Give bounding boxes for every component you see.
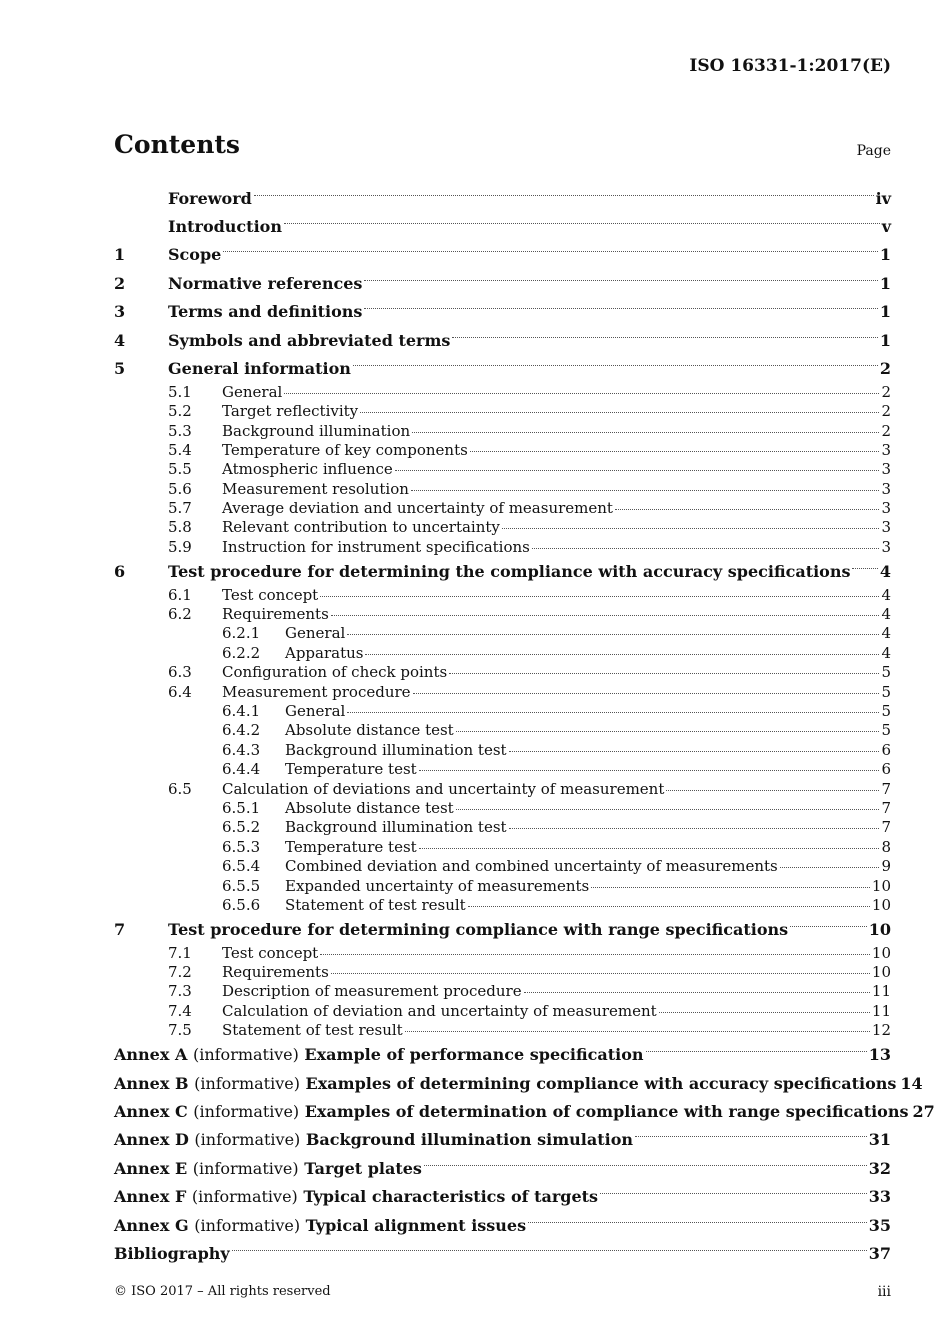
- toc-entry[interactable]: [114, 383, 891, 402]
- dot-leader: [360, 412, 879, 413]
- toc-entry-title: Combined deviation and combined uncertainty of measurements: [285, 857, 778, 876]
- toc-entry-page: 5: [881, 682, 891, 701]
- toc-entry-number: 6.1: [168, 585, 192, 604]
- toc-entry-number: 2: [114, 273, 126, 293]
- toc-entry[interactable]: [114, 354, 891, 382]
- toc-entry[interactable]: [114, 499, 891, 518]
- toc-entry[interactable]: [114, 721, 891, 740]
- toc-entry-page: 10: [871, 963, 891, 982]
- toc-entry[interactable]: [114, 538, 891, 557]
- toc-entry[interactable]: [114, 422, 891, 441]
- toc-entry-page: 2: [881, 421, 891, 440]
- toc-entry[interactable]: [114, 1002, 891, 1021]
- toc-entry-number: 6.2.1: [222, 624, 261, 643]
- toc-entry-number: 6.2: [168, 605, 192, 624]
- toc-entry-page: 1: [879, 273, 891, 293]
- toc-entry-title: Temperature of key components: [222, 440, 468, 459]
- annex-title: [114, 1216, 526, 1235]
- toc-entry-title: Background illumination test: [285, 818, 507, 837]
- annex-title: [114, 1102, 908, 1121]
- toc-entry-page: 2: [879, 359, 891, 379]
- dot-leader: [509, 828, 880, 829]
- toc-entry-title: Target reflectivity: [222, 402, 359, 421]
- toc-entry-page: 1: [879, 330, 891, 350]
- annex-label: Annex B: [114, 1073, 189, 1093]
- toc-entry-number: 6.5.2: [222, 818, 261, 837]
- toc-entry-title: Symbols and abbreviated terms: [168, 330, 451, 350]
- annex-type: (informative): [194, 1073, 300, 1093]
- toc-entry-title: Instruction for instrument specifications: [222, 537, 530, 556]
- toc-entry-page: 3: [881, 460, 891, 479]
- toc-entry[interactable]: [114, 799, 891, 818]
- toc-entry[interactable]: [114, 480, 891, 499]
- toc-entry-number: 6.5.6: [222, 895, 261, 914]
- dot-leader: [364, 308, 877, 309]
- toc-entry-page: 3: [881, 440, 891, 459]
- toc-entry-page: 7: [881, 818, 891, 837]
- toc-entry-title: Configuration of check points: [222, 663, 448, 682]
- copyright-notice: © ISO 2017 – All rights reserved: [114, 1284, 331, 1299]
- dot-leader: [364, 280, 877, 281]
- toc-entry[interactable]: [114, 212, 891, 240]
- toc-entry-number: 6.5.3: [222, 837, 261, 856]
- toc-entry[interactable]: [114, 557, 891, 585]
- toc-entry-number: 5.4: [168, 440, 192, 459]
- toc-entry-page: 6: [881, 740, 891, 759]
- toc-entry[interactable]: [114, 586, 891, 605]
- toc-entry-title: Atmospheric influence: [222, 460, 393, 479]
- toc-entry-page: 37: [868, 1244, 891, 1264]
- toc-entry-title: Test concept: [222, 943, 319, 962]
- toc-entry-title: General information: [168, 359, 351, 379]
- annex-title: [114, 1187, 598, 1206]
- toc-entry-title: General: [222, 382, 283, 401]
- annex-title: [114, 1159, 422, 1178]
- annex-name: Typical characteristics of targets: [303, 1187, 599, 1207]
- toc-entry-page: v: [881, 217, 891, 237]
- toc-entry-number: 7.2: [168, 963, 192, 982]
- toc-entry-page: 11: [871, 982, 891, 1001]
- toc-entry-page: 7: [881, 798, 891, 817]
- toc-entry-title: Test concept: [222, 585, 319, 604]
- toc-entry[interactable]: [114, 184, 891, 212]
- toc-entry-page: 4: [881, 624, 891, 643]
- toc-entry-page: 1: [879, 302, 891, 322]
- toc-entry-page: 31: [868, 1130, 891, 1150]
- annex-type: (informative): [193, 1102, 300, 1122]
- dot-leader: [365, 654, 879, 655]
- toc-annex-entry[interactable]: [114, 1211, 891, 1239]
- toc-entry[interactable]: [114, 663, 891, 682]
- toc-entry[interactable]: [114, 326, 891, 354]
- toc-entry-page: 11: [871, 1001, 891, 1020]
- dot-leader: [790, 926, 867, 927]
- toc-entry-title: Statement of test result: [285, 895, 466, 914]
- annex-name: Background illumination simulation: [305, 1130, 633, 1150]
- toc-annex-entry[interactable]: [114, 1069, 923, 1097]
- toc-entry-page: 5: [881, 721, 891, 740]
- dot-leader: [509, 751, 880, 752]
- document-identifier: ISO 16331-1:2017(E): [689, 56, 891, 76]
- toc-entry[interactable]: [114, 944, 891, 963]
- toc-entry-title: Measurement resolution: [222, 479, 409, 498]
- toc-entry-title: Normative references: [168, 273, 363, 293]
- toc-entry-page: iv: [875, 188, 891, 208]
- toc-entry-number: 6.2.2: [222, 643, 261, 662]
- toc-entry-title: Scope: [168, 245, 222, 265]
- dot-leader: [852, 568, 877, 569]
- annex-label: Annex D: [114, 1130, 189, 1150]
- toc-entry-title: Test procedure for determining compliance with range specifications: [168, 919, 789, 939]
- toc-entry-page: 2: [881, 402, 891, 421]
- dot-leader: [666, 790, 879, 791]
- toc-entry-page: 3: [881, 537, 891, 556]
- toc-entry-number: 7: [114, 919, 126, 939]
- dot-leader: [780, 867, 880, 868]
- toc-entry-title: Description of measurement procedure: [222, 982, 522, 1001]
- toc-entry-page: 3: [881, 499, 891, 518]
- toc-entry-title: Foreword: [168, 188, 252, 208]
- dot-leader: [532, 548, 880, 549]
- toc-entry-page: 10: [871, 876, 891, 895]
- toc-entry-number: 5.5: [168, 460, 192, 479]
- bibliography-title: Bibliography: [114, 1244, 230, 1264]
- toc-entry-number: 3: [114, 302, 126, 322]
- toc-bibliography-entry[interactable]: [114, 1239, 891, 1267]
- dot-leader: [331, 615, 880, 616]
- dot-leader: [347, 712, 879, 713]
- dot-leader: [284, 223, 880, 224]
- toc-entry[interactable]: [114, 915, 891, 943]
- toc-entry-page: 5: [881, 663, 891, 682]
- toc-entry-number: 4: [114, 330, 126, 350]
- page-title: Contents: [114, 130, 241, 159]
- toc-entry-number: 6: [114, 561, 126, 581]
- dot-leader: [615, 509, 880, 510]
- dot-leader: [528, 1222, 867, 1223]
- toc-entry-number: 7.4: [168, 1001, 192, 1020]
- toc-entry[interactable]: [114, 780, 891, 799]
- toc-entry[interactable]: [114, 702, 891, 721]
- toc-annex-entry[interactable]: [114, 1126, 891, 1154]
- toc-entry[interactable]: [114, 298, 891, 326]
- toc-entry-page: 4: [879, 561, 891, 581]
- annex-name: Examples of determining compliance with accuracy specifications: [305, 1073, 897, 1093]
- toc-entry-page: 32: [868, 1158, 891, 1178]
- toc-entry-page: 8: [881, 837, 891, 856]
- dot-leader: [456, 731, 880, 732]
- toc-entry-page: 27: [912, 1102, 935, 1122]
- toc-entry-title: Apparatus: [285, 643, 364, 662]
- toc-entry[interactable]: [114, 963, 891, 982]
- annex-name: Target plates: [304, 1158, 422, 1178]
- dot-leader: [524, 992, 870, 993]
- dot-leader: [353, 365, 878, 366]
- toc-entry-page: 10: [871, 943, 891, 962]
- toc-entry[interactable]: [114, 644, 891, 663]
- annex-name: Typical alignment issues: [305, 1215, 527, 1235]
- toc-entry-page: 10: [868, 919, 891, 939]
- toc-entry-page: 3: [881, 479, 891, 498]
- dot-leader: [395, 470, 880, 471]
- toc-entry-number: 6.3: [168, 663, 192, 682]
- dot-leader: [659, 1012, 870, 1013]
- dot-leader: [411, 490, 880, 491]
- toc-annex-entry[interactable]: [114, 1097, 935, 1125]
- toc-entry-page: 5: [881, 701, 891, 720]
- toc-entry-page: 1: [879, 245, 891, 265]
- dot-leader: [419, 848, 880, 849]
- toc-entry-title: Background illumination: [222, 421, 411, 440]
- toc-entry-number: 5.7: [168, 499, 192, 518]
- toc-entry-number: 7.3: [168, 982, 192, 1001]
- toc-entry-number: 5.1: [168, 382, 192, 401]
- toc-entry[interactable]: [114, 838, 891, 857]
- toc-entry-number: 5.9: [168, 537, 192, 556]
- dot-leader: [413, 693, 880, 694]
- toc-entry-page: 4: [881, 605, 891, 624]
- toc-entry[interactable]: [114, 896, 891, 915]
- dot-leader: [405, 1031, 870, 1032]
- toc-entry-number: 5.6: [168, 479, 192, 498]
- toc-entry-page: 33: [868, 1187, 891, 1207]
- annex-label: Annex F: [114, 1187, 187, 1207]
- toc-entry[interactable]: [114, 460, 891, 479]
- toc-entry-page: 4: [881, 585, 891, 604]
- toc-entry[interactable]: [114, 402, 891, 421]
- annex-type: (informative): [192, 1045, 299, 1065]
- dot-leader: [254, 195, 874, 196]
- annex-title: [114, 1045, 644, 1064]
- toc-entry-title: Temperature test: [285, 837, 417, 856]
- toc-entry-number: 6.5.1: [222, 798, 261, 817]
- annex-name: Examples of determination of compliance with range specifications: [304, 1102, 909, 1122]
- annex-type: (informative): [192, 1158, 299, 1178]
- toc-entry[interactable]: [114, 241, 891, 269]
- toc-entry[interactable]: [114, 760, 891, 779]
- annex-title: [114, 1130, 633, 1149]
- dot-leader: [468, 906, 870, 907]
- toc-entry-title: Calculation of deviations and uncertainty of measurement: [222, 779, 665, 798]
- dot-leader: [449, 673, 879, 674]
- toc-entry-title: Requirements: [222, 963, 329, 982]
- annex-type: (informative): [194, 1130, 301, 1150]
- annex-label: Annex G: [114, 1215, 189, 1235]
- dot-leader: [284, 393, 879, 394]
- toc-entry-number: 5.8: [168, 518, 192, 537]
- toc-entry[interactable]: [114, 518, 891, 537]
- annex-type: (informative): [194, 1215, 301, 1235]
- dot-leader: [646, 1051, 867, 1052]
- toc-entry-number: 1: [114, 245, 126, 265]
- dot-leader: [424, 1165, 867, 1166]
- toc-entry-number: 6.5.5: [222, 876, 261, 895]
- dot-leader: [470, 451, 880, 452]
- toc-entry-page: 35: [868, 1215, 891, 1235]
- toc-entry[interactable]: [114, 605, 891, 624]
- dot-leader: [320, 954, 870, 955]
- toc-entry[interactable]: [114, 741, 891, 760]
- toc-entry-title: Introduction: [168, 217, 282, 237]
- toc-entry[interactable]: [114, 269, 891, 297]
- toc-entry-title: Absolute distance test: [285, 721, 454, 740]
- toc-entry-title: General: [285, 701, 346, 720]
- toc-entry-number: 5.3: [168, 421, 192, 440]
- toc-annex-entry[interactable]: [114, 1154, 891, 1182]
- toc-entry-number: 5: [114, 359, 126, 379]
- toc-entry[interactable]: [114, 624, 891, 643]
- toc-entry-title: Requirements: [222, 605, 329, 624]
- toc-entry[interactable]: [114, 1021, 891, 1040]
- toc-entry-page: 14: [900, 1073, 923, 1093]
- toc-entry-title: Measurement procedure: [222, 682, 411, 701]
- toc-entry-title: General: [285, 624, 346, 643]
- toc-entry[interactable]: [114, 982, 891, 1001]
- dot-leader: [600, 1193, 867, 1194]
- toc-annex-entry[interactable]: [114, 1041, 891, 1069]
- dot-leader: [419, 770, 880, 771]
- annex-name: Example of performance specification: [304, 1045, 644, 1065]
- toc-entry-number: 6.4.4: [222, 760, 261, 779]
- toc-entry-number: 5.2: [168, 402, 192, 421]
- toc-entry[interactable]: [114, 818, 891, 837]
- dot-leader: [331, 973, 870, 974]
- toc-entry-number: 6.5: [168, 779, 192, 798]
- dot-leader: [232, 1250, 867, 1251]
- toc-entry-title: Absolute distance test: [285, 798, 454, 817]
- dot-leader: [456, 809, 880, 810]
- toc-entry-title: Temperature test: [285, 760, 417, 779]
- toc-entry-number: 6.4.3: [222, 740, 261, 759]
- dot-leader: [347, 634, 879, 635]
- toc-entry-number: 6.5.4: [222, 857, 261, 876]
- table-of-contents: [114, 184, 935, 1268]
- toc-entry-title: Test procedure for determining the compliance with accuracy specifications: [168, 561, 851, 581]
- toc-entry-title: Expanded uncertainty of measurements: [285, 876, 590, 895]
- annex-label: Annex C: [114, 1102, 188, 1122]
- toc-entry-title: Relevant contribution to uncertainty: [222, 518, 500, 537]
- toc-entry-title: Calculation of deviation and uncertainty of measurement: [222, 1001, 657, 1020]
- annex-label: Annex E: [114, 1158, 188, 1178]
- toc-entry-page: 10: [871, 895, 891, 914]
- toc-entry-page: 12: [871, 1021, 891, 1040]
- toc-entry-page: 3: [881, 518, 891, 537]
- toc-entry-page: 13: [868, 1045, 891, 1065]
- page-column-label: Page: [856, 143, 891, 159]
- toc-entry-page: 9: [881, 857, 891, 876]
- toc-entry-title: Statement of test result: [222, 1021, 403, 1040]
- toc-entry-title: Average deviation and uncertainty of measurement: [222, 499, 613, 518]
- page-number: iii: [877, 1284, 891, 1300]
- toc-entry-page: 2: [881, 382, 891, 401]
- dot-leader: [223, 251, 878, 252]
- annex-type: (informative): [191, 1187, 298, 1207]
- toc-entry[interactable]: [114, 877, 891, 896]
- toc-entry-number: 6.4: [168, 682, 192, 701]
- annex-label: Annex A: [114, 1045, 188, 1065]
- toc-entry-title: Terms and definitions: [168, 302, 363, 322]
- annex-title: [114, 1074, 896, 1093]
- toc-entry-number: 7.5: [168, 1021, 192, 1040]
- toc-entry-page: 4: [881, 643, 891, 662]
- dot-leader: [412, 432, 879, 433]
- toc-entry-number: 6.4.2: [222, 721, 261, 740]
- toc-entry[interactable]: [114, 857, 891, 876]
- dot-leader: [452, 337, 877, 338]
- toc-entry[interactable]: [114, 441, 891, 460]
- contents-header: [114, 130, 891, 166]
- dot-leader: [320, 596, 879, 597]
- toc-entry[interactable]: [114, 683, 891, 702]
- toc-annex-entry[interactable]: [114, 1183, 891, 1211]
- dot-leader: [502, 528, 880, 529]
- dot-leader: [591, 887, 870, 888]
- toc-entry-title: Background illumination test: [285, 740, 507, 759]
- toc-entry-page: 7: [881, 779, 891, 798]
- toc-entry-number: 7.1: [168, 943, 192, 962]
- dot-leader: [635, 1136, 867, 1137]
- toc-entry-page: 6: [881, 760, 891, 779]
- toc-entry-number: 6.4.1: [222, 701, 261, 720]
